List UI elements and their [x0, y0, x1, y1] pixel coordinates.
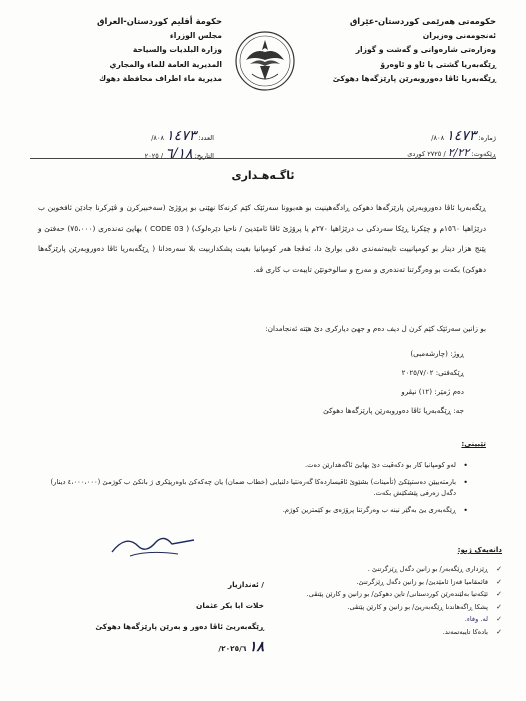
- signature-name: خلات ابا بکر عثمان: [196, 601, 264, 610]
- intro-line: بو زانین سەرئێک کێم کرن ل دیف دەم و جهێ دیارکری دێ هێتە ئەنجامدان:: [265, 324, 486, 333]
- detail-location: [323, 406, 464, 415]
- distribution-item: ✓ ئێکەتیا بەلێندەرێن کوردستانی/ تاین دهوکێ/ بو زانین و کارێن پێتڤی.: [252, 588, 502, 601]
- header-divider: [30, 158, 496, 159]
- header-arabic-line: وزارة البلديات والسياحة: [132, 45, 222, 54]
- ref-number-arabic: [64, 128, 214, 144]
- distribution-item: ✓ بادەکا تایبەتمەند.: [252, 626, 502, 639]
- detail-label: ڕێکەفتی:: [435, 368, 464, 377]
- ref-date-label: التاريخ:: [194, 152, 214, 160]
- header-kurdish: [306, 14, 496, 87]
- detail-label: جه:: [453, 406, 464, 415]
- signature-date-handwritten: ١٨: [248, 639, 264, 655]
- notes-title: تێبینی:: [461, 439, 486, 448]
- header-kurdish-line: ڕێگەبەریا گشتی یا ئاو و ئاوەرۆ: [380, 59, 496, 69]
- ref-number-handwritten: ١٤٧٣: [166, 128, 197, 144]
- distribution-title: دانەیەک ژبو:: [457, 545, 502, 554]
- ref-date-printed: / ٢٠٢٥: [144, 152, 164, 160]
- ref-number-printed: ٨٠٨/: [431, 134, 445, 142]
- distribution-item: ✓ پشکا ڕاگەهاندنا ڕێگەبەریێ/ بو زانین و کارێن پێتڤی.: [252, 601, 502, 614]
- header-kurdish-line: حکومەتی هەرێمی کوردستان-عێراق: [349, 16, 496, 26]
- note-item: • لەو کومپانیا کار بو دکەڤیت دێ بهایێ ئاگەهدارێن دەت.: [48, 460, 468, 471]
- detail-time: [401, 387, 464, 396]
- detail-value: ڕێگەبەریا ئاڤا دەوروبەرێن پارێزگەها دهوکێ: [323, 406, 451, 415]
- header-arabic-line: مجلس الوزراء: [169, 30, 222, 40]
- detail-label: دەم ژمێر:: [434, 387, 464, 396]
- detail-value: (١٢) نیڤرو: [401, 387, 433, 396]
- ref-date-printed: / ٢٧٢٥ کوردی: [407, 150, 446, 158]
- signature-date: [74, 637, 264, 659]
- signature-position: ڕێگەبەریێ ئاڤا دەور و بەرێن پارێزگەها دهوکێ: [95, 622, 264, 631]
- kurdistan-emblem-icon: [234, 30, 296, 92]
- header-kurdish-line: وەزارەتی شارەوانی و گەشت و گوزار: [355, 45, 496, 54]
- distribution-item: ✓ ڕێزداری ڕێگەبەر/ بو زانین دگەل ڕێزگرتنێ .: [252, 563, 502, 576]
- detail-value: (چارشەمبی): [410, 349, 448, 358]
- distribution-item: ✓ لە. وفاء.: [252, 613, 502, 626]
- header-arabic-line: حكومة أقليم كوردستان-العراق: [97, 16, 222, 26]
- detail-value: ٢٠٢٥/٧/٠٢: [401, 368, 434, 377]
- ref-number-printed: ٨٠٨/: [151, 134, 165, 142]
- header-arabic: [62, 14, 222, 87]
- header-kurdish-line: ئەنجومەنی وەزیران: [422, 30, 496, 40]
- document-title: ئاگـەهـداری: [231, 169, 295, 182]
- ref-number-label: العدد:: [198, 134, 214, 142]
- header-arabic-line: المديرية العامة للماء والمجاري: [109, 59, 222, 69]
- ref-date-arabic: [64, 146, 214, 162]
- signature-title: / ئەندازیار: [227, 580, 264, 589]
- signature-block: [74, 540, 264, 659]
- ref-number-kurdish: [431, 128, 496, 144]
- detail-date: [402, 368, 464, 377]
- ref-number-label: ژمارە:: [478, 134, 496, 142]
- ref-date-handwritten: ٢/٢٢: [447, 146, 470, 159]
- header-kurdish-line: ڕێگەبەریا ئاڤا دەوروبەرێن پارێزگەها دهوکێ: [332, 74, 496, 83]
- note-item: • بارمتەییێن دەستپێکێ (تأمينات) بشێوێ ئاڤیساردەکا گەرەنتیا دلنیایی (خطاب ضمان) یان چەکەکێ باوەرپێکری ژ بانکێ ب کوژمێ (٤،٠٠٠،٠٠٠ دینار) دگەل زەرفی پێشکێش بکەت.: [48, 477, 468, 499]
- note-item: • ڕێگەبەری یێ بەگێر نینە ب وەرگرتنا پرۆژەی بو کێمترین کوژم.: [48, 505, 468, 516]
- header-arabic-line: مديرية ماء اطراف محافظة دهوك: [99, 74, 222, 83]
- ref-date-label: ڕێکەوت:: [471, 150, 496, 158]
- distribution-list: [252, 563, 502, 639]
- detail-day: [410, 349, 464, 358]
- body-paragraph: ڕێگەبەریا ئاڤا دەوروبەرێن پارێزگەها دهوکێ ڕادگەهینیت بو هەبوونا سەرئێک کێم کرنەکا نهێنی بو پرۆژێ (سەخبیرکرن و ڤێرکرنا جادێن ئافخوین ب درێژاهیا ١٥٦٠م و چێکرنا ڕێکا سەردکی ب درێژاهیا ٢٧٠م یا پرۆژێ ئاڤا ئامێدیێ / ناحیا دێرەلوک) ( CODE 03 ) بهایێ تەندەری (٧٥،٠٠٠) حەفتێ و پێنج هزار دینار بو کومپانییت تایبەتمەندی دقی بوارێ دا، ئەڤجا هەر کومپانیا بقیت پشکداربیت بلا سەرەدانا ( ڕێگەبەریا ئاڤا دەوروبەرێن پارێزگەها دهوکێ) بکەت بو وەرگرتنا تەندەری و مەرج و سالوخوتێن تایبەت ب کاری ڤە.: [38, 203, 487, 274]
- notes-list: [48, 460, 468, 522]
- signature-date-printed: ٢٠٢٥/٦/: [218, 644, 247, 653]
- ref-date-handwritten: ٦/١٨: [165, 146, 193, 162]
- detail-label: ڕوژ:: [450, 349, 464, 358]
- ref-number-handwritten: ١٤٧٣: [446, 128, 477, 144]
- distribution-item: ✓ قائمقامیا قەزا ئامێدیێ/ بو زانین دگەل ڕێزگرتنێ.: [252, 576, 502, 589]
